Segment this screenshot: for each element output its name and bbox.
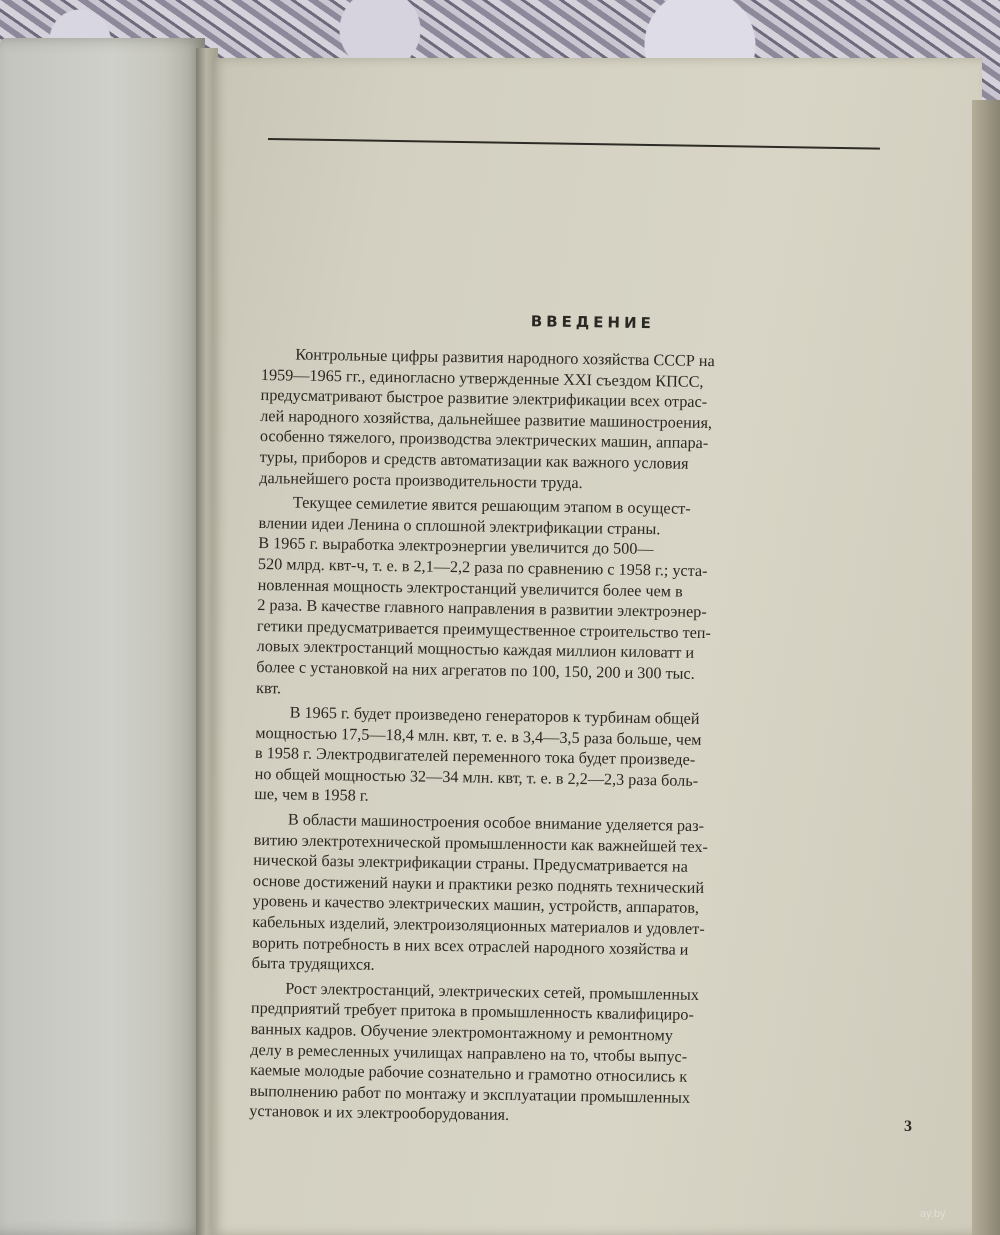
text-line: быта трудящихся. xyxy=(251,954,375,975)
text-line: более с установкой на них агрегатов по 100, 150, 200 и 300 тыс. xyxy=(256,657,695,683)
paragraph xyxy=(259,344,911,498)
text-line: Текущее семилетие явится решающим этапом в осущест- xyxy=(292,493,691,518)
text-line: ловых электростанций мощностью каждая миллион киловатт и xyxy=(256,637,695,663)
text-line: но общей мощностью 32—34 млн. квт, т. е. в 2,2—2,3 раза боль- xyxy=(254,764,699,790)
text-line: предусматривают быстрое развитие электрификации всех отрас- xyxy=(260,386,708,412)
left-page xyxy=(0,38,205,1235)
paragraph-container xyxy=(249,344,911,1132)
text-line: лей народного хозяйства, дальнейшее развитие машиностроения, xyxy=(260,406,713,432)
paragraph xyxy=(256,492,909,708)
text-line: новленная мощность электростанций увеличится более чем в xyxy=(257,575,683,601)
text-line: нической базы электрификации страны. Предусматривается на xyxy=(253,851,688,877)
text-line: 1959—1965 гг., единогласно утвержденные XXI съездом КПСС, xyxy=(260,365,704,391)
book-edge xyxy=(972,100,1000,1235)
page-heading: ВВЕДЕНИЕ xyxy=(530,312,655,333)
text-line: кабельных изделий, электроизоляционных материалов и удовлет- xyxy=(252,912,705,939)
text-line: В 1965 г. будет произведено генераторов к турбинам общей xyxy=(289,703,700,729)
text-line: В области машиностроения особое внимание уделяется раз- xyxy=(287,810,705,836)
text-line: ванных кадров. Обучение электромонтажному и ремонтному xyxy=(250,1019,674,1045)
text-line: установок и их электрооборудования. xyxy=(249,1102,510,1125)
text-line: витию электротехнической промышленности как важнейшей тех- xyxy=(253,830,709,856)
text-line: в 1958 г. Электродвигателей переменного тока будет произведе- xyxy=(254,744,696,770)
text-line: делу в ремесленных училищах направлено на то, чтобы выпус- xyxy=(250,1040,688,1066)
text-line: выполнению работ по монтажу и эксплуатации промышленных xyxy=(249,1081,691,1107)
text-line: ворить потребность в них всех отраслей народного хозяйства и xyxy=(251,933,689,959)
text-line: мощностью 17,5—18,4 млн. квт, т. е. в 3,4—3,5 раза больше, чем xyxy=(255,723,702,749)
text-line: уровень и качество электрических машин, устройств, аппаратов, xyxy=(252,892,700,918)
text-line: Рост электростанций, электрических сетей, промышленных xyxy=(285,979,700,1004)
text-line: туры, приборов и средств автоматизации как важного условия xyxy=(259,447,689,473)
text-line: 2 раза. В качестве главного направления в развитии электроэнер- xyxy=(257,596,707,622)
text-line: квт. xyxy=(255,678,282,697)
text-line: В 1965 г. выработка электроэнергии увеличится до 500— xyxy=(258,534,654,559)
text-line: основе достижений науки и практики резко поднять технический xyxy=(252,871,705,897)
text-line: особенно тяжелого, производства электрических машин, аппара- xyxy=(259,427,709,453)
text-line: предприятий требует притока в промышленность квалифициро- xyxy=(250,999,694,1025)
introduction-text xyxy=(249,308,912,1136)
text-line: дальнейшего роста производительности труда. xyxy=(259,468,583,492)
text-line: ше, чем в 1958 г. xyxy=(254,785,369,806)
paragraph xyxy=(249,978,901,1132)
page-number: 3 xyxy=(904,1118,912,1135)
text-line: 520 млрд. квт-ч, т. е. в 2,1—2,2 раза по сравнению с 1958 г.; уста- xyxy=(257,554,708,580)
text-line: каемые молодые рабочие сознательно и грамотно относились к xyxy=(249,1061,688,1086)
text-line: гетики предусматривается преимущественное строительство теп- xyxy=(256,616,712,642)
watermark: ay.by xyxy=(920,1208,946,1220)
text-line: влении идеи Ленина о сплошной электрификации страны. xyxy=(258,513,661,539)
paragraph xyxy=(254,702,906,815)
paragraph xyxy=(252,809,905,984)
text-line: Контрольные цифры развития народного хозяйства СССР на xyxy=(295,345,715,371)
